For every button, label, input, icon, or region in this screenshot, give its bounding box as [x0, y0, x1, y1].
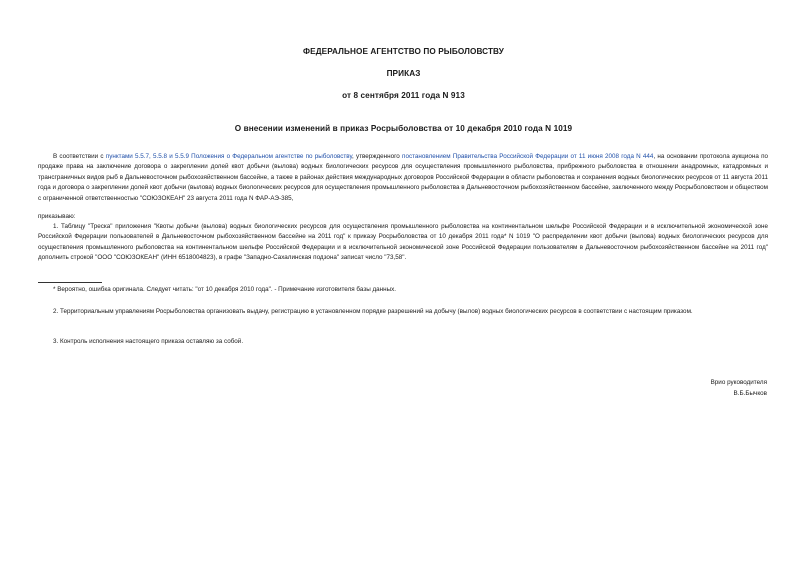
signature-position: Врио руководителя: [710, 379, 767, 386]
preamble-paragraph: [38, 152, 768, 204]
government-resolution-link[interactable]: постановлением Правительства Российской Федерации от 11 июня 2008 года N 444: [402, 153, 654, 160]
order-word: приказываю:: [38, 213, 76, 220]
item-3-paragraph: 3. Контроль исполнения настоящего приказа оставляю за собой.: [53, 338, 244, 345]
item-1-paragraph: 1. Таблицу "Треска" приложения "Квоты добычи (вылова) водных биологических ресурсов для осуществления промышленного рыболовства на континентальном шельфе Российской Федерации и в исключительной экономической зоне Российской Федерации пользователей в Дальневосточном рыбохозяйственном бассейне на 2011 год" к приказу Росрыболовства от 10 декабря 2011 года* N 1019 "О распределении квот добычи (вылова) водных биологических ресурсов для осуществления промышленного рыболовства на континентальном шельфе Российской Федерации и в исключительной экономической зоне Российской Федерации пользователям в Дальневосточном рыбохозяйственном бассейне на 2011 год" дополнить строкой "ООО "СОЮЗОКЕАН" (ИНН 6518004823), в графе "Западно-Сахалинская подзона" записат число "73,58".: [38, 223, 768, 262]
signature-name: В.Б.Бычков: [733, 390, 767, 397]
footnote-divider: [38, 282, 102, 283]
document-type: ПРИКАЗ: [386, 69, 421, 78]
document-subject: О внесении изменений в приказ Росрыболовства от 10 декабря 2010 года N 1019: [234, 124, 573, 133]
preamble-text-2: , утвержденного: [352, 153, 403, 160]
item-2-paragraph: 2. Территориальным управлениям Росрыболовства организовать выдачу, регистрацию в установленном порядке разрешений на добычу (вылов) водных биологических ресурсов в соответствии с настоящим приказом.: [53, 308, 693, 315]
preamble-text-3: , на основании протокола аукциона по продаже права на заключение договора о закреплении долей квот добычи (вылова) водных биологических ресурсов для осуществления промышленного рыболовства, прибрежного рыболовства в отношении анадромных, катадромных и трансграничных видов рыб в Дальневосточном рыбохозяйственном бассейне, а также в районах действия международных договоров Российской Федерации в области рыболовства и сохранения водных биологических ресурсов от 11 августа 2011 года и договора о закреплении долей квот добычи (вылова) водных биологических ресурсов для осуществления промышленного рыболовства в Дальневосточном рыбохозяйственном бассейне, заключенного между Росрыболовством и обществом с ограниченной ответственностью "СОЮЗОКЕАН" 23 августа 2011 года N ФАР-АЭ-385,: [38, 153, 769, 202]
document-date-number: от 8 сентября 2011 года N 913: [342, 91, 465, 100]
preamble-text-1: В соответствии с: [53, 153, 106, 160]
agency-name: ФЕДЕРАЛЬНОЕ АГЕНТСТВО ПО РЫБОЛОВСТВУ: [303, 47, 504, 56]
footnote: * Вероятно, ошибка оригинала. Следует читать: "от 10 декабря 2010 года". - Примечание изготовителя базы данных.: [53, 286, 397, 293]
regulation-link[interactable]: пунктами 5.5.7, 5.5.8 и 5.5.9 Положения о Федеральном агентстве по рыболовству: [105, 153, 353, 160]
